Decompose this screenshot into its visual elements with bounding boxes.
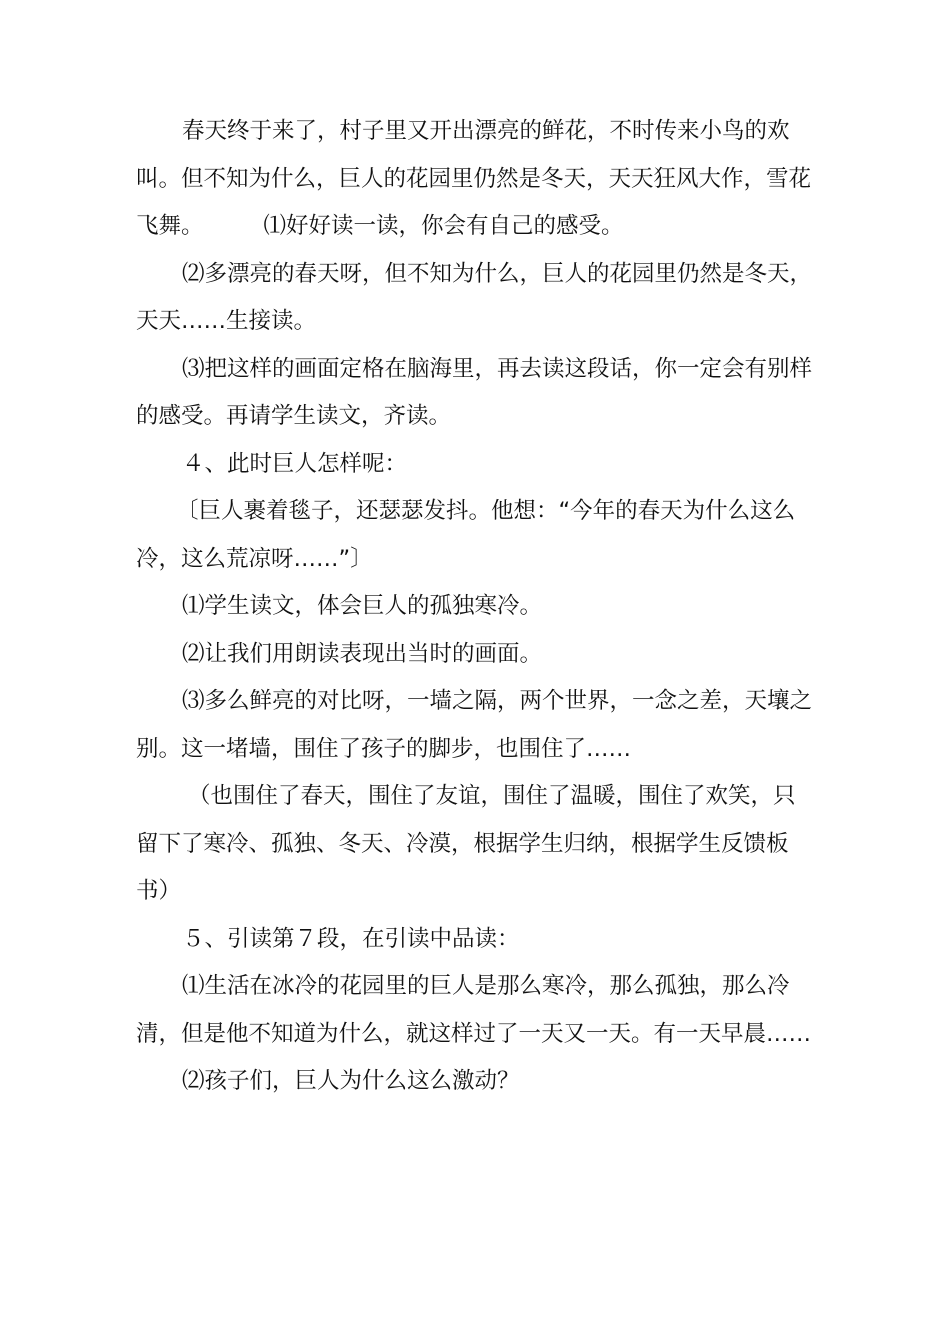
paragraph-text: ⑴好好读一读，你会有自己的感受。 <box>263 213 624 239</box>
paragraph-item-2: ⑵多漂亮的春天呀，但不知为什么，巨人的花园里仍然是冬天，天天……生接读。 <box>136 260 813 334</box>
paragraph-item-3: ⑶把这样的画面定格在脑海里，再去读这段话，你一定会有别样的感受。再请学生读文，齐读。 <box>136 355 813 429</box>
document-body <box>136 108 816 1106</box>
section-heading-4: ４、此时巨人怎样呢： <box>182 450 408 477</box>
paragraph-spring-arrives <box>136 108 816 251</box>
section-heading-5: ５、引读第７段，在引读中品读： <box>182 925 520 952</box>
quote-giant-thoughts: 〔巨人裹着毯子，还瑟瑟发抖。他想：“今年的春天为什么这么冷，这么荒凉呀……”〕 <box>136 498 796 572</box>
paragraph-item-4-2: ⑵让我们用朗读表现出当时的画面。 <box>182 640 543 667</box>
paragraph-item-4-1: ⑴学生读文，体会巨人的孤独寒冷。 <box>182 593 543 619</box>
paragraph-board-notes: （也围住了春天，围住了友谊，围住了温暖，围住了欢笑，只留下了寒冷、孤独、冬天、冷漠，根据学生归纳，根据学生反馈板书） <box>136 783 796 904</box>
paragraph-item-4-3: ⑶多么鲜亮的对比呀，一墙之隔，两个世界，一念之差，天壤之别。这一堵墙，围住了孩子的脚步，也围住了…… <box>136 688 813 762</box>
paragraph-item-5-2: ⑵孩子们，巨人为什么这么激动？ <box>182 1068 520 1094</box>
paragraph-item-5-1: ⑴生活在冰冷的花园里的巨人是那么寒冷，那么孤独，那么冷清，但是他不知道为什么，就这样过了一天又一天。有一天早晨…… <box>136 973 812 1047</box>
paragraph-text: 春天终于来了，村子里又开出漂亮的鲜花，不时传来小鸟的欢叫。但不知为什么，巨人的花园里仍然是冬天，天天狂风大作，雪花飞舞。 <box>136 118 812 239</box>
